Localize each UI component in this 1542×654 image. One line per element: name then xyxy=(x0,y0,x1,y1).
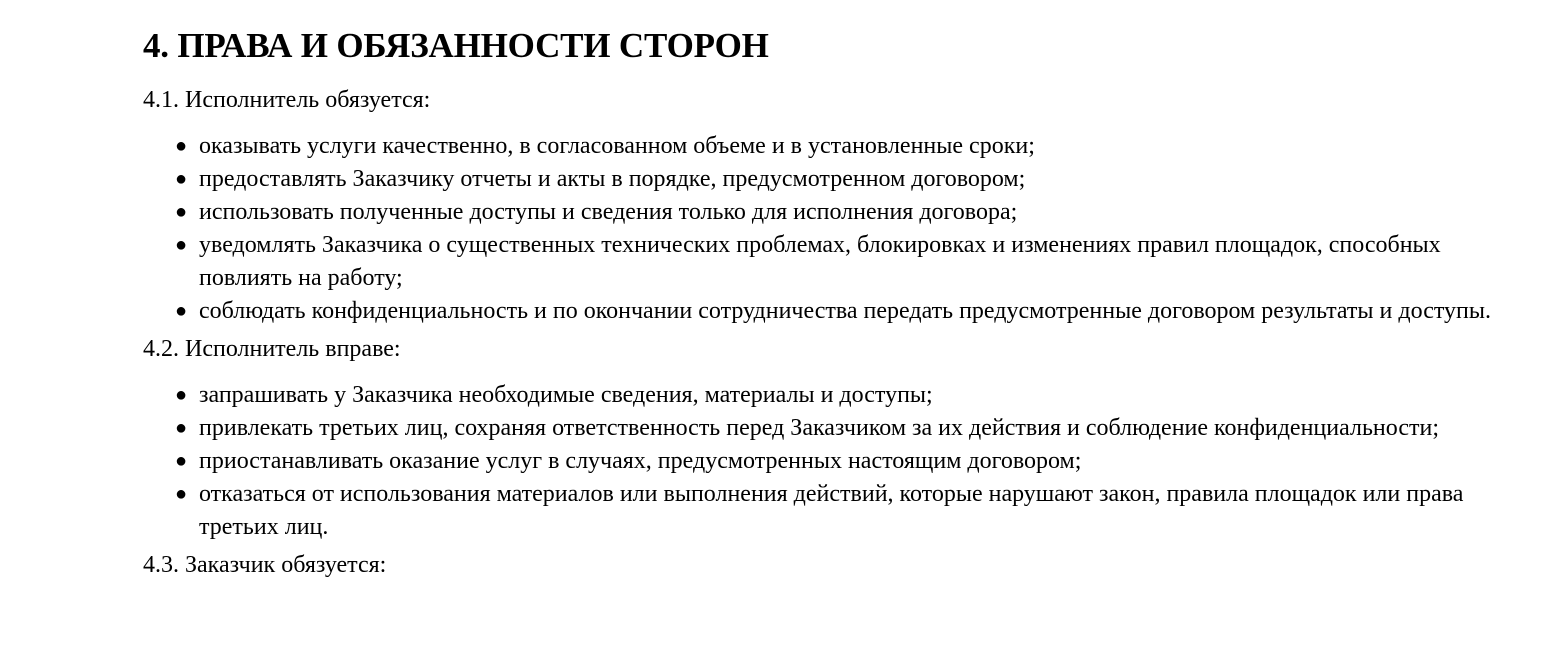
document-body xyxy=(143,24,1523,582)
list-item xyxy=(175,196,1523,229)
list-item xyxy=(175,295,1523,328)
list-item-text: использовать полученные доступы и сведения только для исполнения договора; xyxy=(199,199,1018,225)
clause-4-2-heading: 4.2. Исполнитель вправе: xyxy=(143,336,401,362)
bullet-icon: ● xyxy=(175,234,188,256)
list-item xyxy=(175,412,1523,445)
bullet-icon: ● xyxy=(175,300,188,322)
list-item-text: соблюдать конфиденциальность и по окончании сотрудничества передать предусмотренные договором результаты и доступы. xyxy=(199,298,1491,324)
bullet-icon: ● xyxy=(175,135,188,157)
list-item-text: запрашивать у Заказчика необходимые сведения, материалы и доступы; xyxy=(199,382,933,408)
list-item-text: отказаться от использования материалов или выполнения действий, которые нарушают закон, правила площадок или права третьих лиц. xyxy=(199,481,1464,540)
list-item-text: предоставлять Заказчику отчеты и акты в порядке, предусмотренном договором; xyxy=(199,166,1026,192)
list-item xyxy=(175,379,1523,412)
clause-4-1-heading: 4.1. Исполнитель обязуется: xyxy=(143,87,431,113)
bullet-icon: ● xyxy=(175,483,188,505)
list-item-text: оказывать услуги качественно, в согласованном объеме и в установленные сроки; xyxy=(199,133,1035,159)
bullet-icon: ● xyxy=(175,168,188,190)
clause-4-2-list xyxy=(143,379,1523,544)
list-item xyxy=(175,163,1523,196)
bullet-icon: ● xyxy=(175,384,188,406)
clause-4-1-list xyxy=(143,130,1523,328)
list-item-text: приостанавливать оказание услуг в случаях, предусмотренных настоящим договором; xyxy=(199,448,1082,474)
bullet-icon: ● xyxy=(175,417,188,439)
list-item-text: привлекать третьих лиц, сохраняя ответственность перед Заказчиком за их действия и соблюдение конфиденциальности; xyxy=(199,415,1439,441)
clause-4-3-heading: 4.3. Заказчик обязуется: xyxy=(143,552,387,578)
list-item xyxy=(175,229,1523,295)
list-item xyxy=(175,478,1523,544)
bullet-icon: ● xyxy=(175,201,188,223)
bullet-icon: ● xyxy=(175,450,188,472)
list-item xyxy=(175,130,1523,163)
list-item-text: уведомлять Заказчика о существенных технических проблемах, блокировках и изменениях правил площадок, способных повлиять на работу; xyxy=(199,232,1441,291)
section-title: 4. ПРАВА И ОБЯЗАННОСТИ СТОРОН xyxy=(143,26,769,65)
list-item xyxy=(175,445,1523,478)
